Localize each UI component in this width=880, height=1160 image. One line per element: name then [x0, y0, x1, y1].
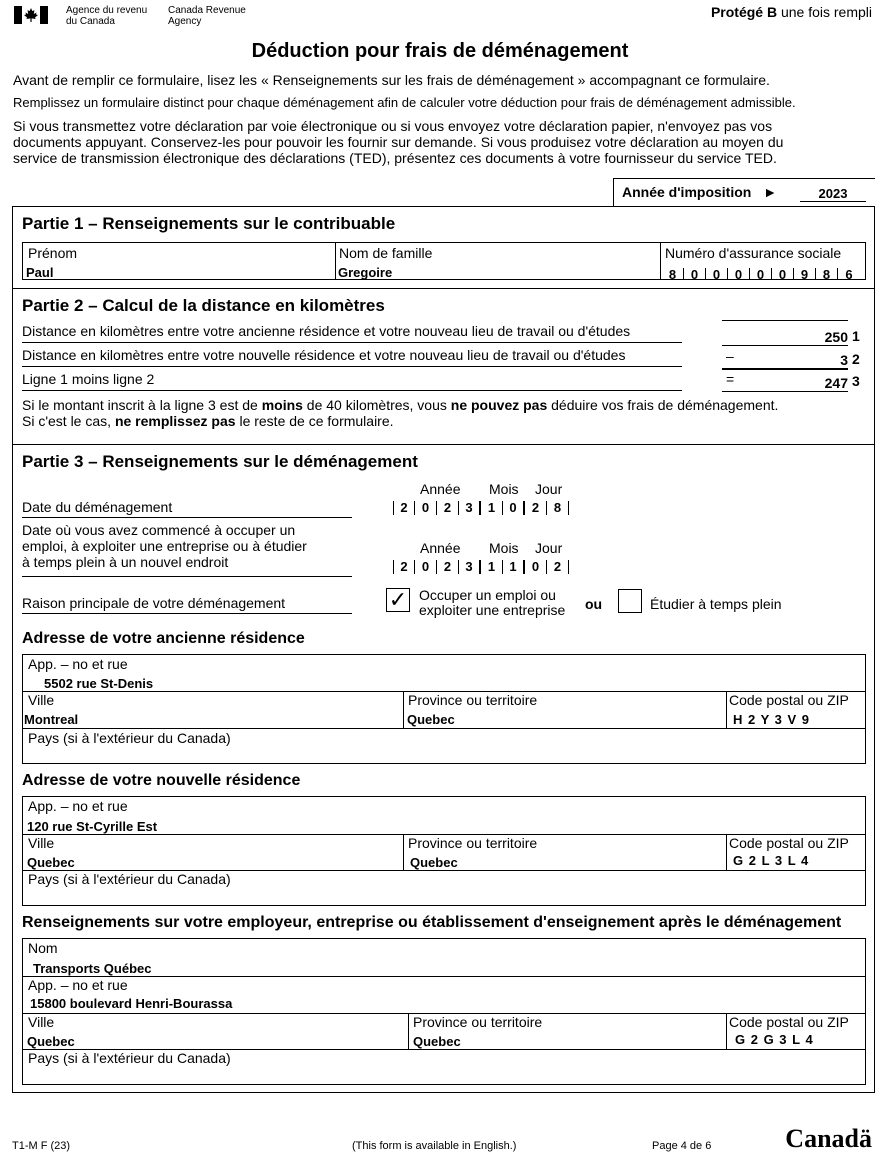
old-street-field[interactable]: 5502 rue St-Denis: [44, 676, 154, 691]
new-city-label: Ville: [28, 835, 55, 851]
intro-paragraph-3-line1: Si vous transmettez votre déclaration par voie électronique ou si vous envoyez votre déclaration papier, n'envoyez pas vos: [13, 118, 773, 134]
old-street-label: App. – no et rue: [28, 656, 128, 672]
start-date-label-line2: emploi, à exploiter une entreprise ou à étudier: [22, 538, 307, 554]
employer-city-field[interactable]: Quebec: [27, 1034, 75, 1049]
old-country-label: Pays (si à l'extérieur du Canada): [28, 730, 231, 746]
part2-note-bold: ne remplissez pas: [114, 413, 236, 429]
first-name-field[interactable]: Paul: [26, 265, 54, 280]
year-label: Année: [420, 540, 461, 556]
new-country-label: Pays (si à l'extérieur du Canada): [28, 871, 231, 887]
employer-name-field[interactable]: Transports Québec: [33, 961, 152, 976]
part2-note-text: le reste de ce formulaire.: [235, 413, 394, 429]
part2-note: [22, 397, 778, 429]
line2-operator: –: [726, 348, 734, 364]
part2-note-text: Si c'est le cas,: [22, 413, 115, 429]
protected-status: [711, 4, 872, 20]
employer-postal-field[interactable]: G 2 G 3 L 4: [735, 1032, 814, 1047]
reason-or: ou: [585, 596, 603, 612]
start-date-digit: 0: [415, 560, 437, 574]
line1-number: 1: [852, 328, 860, 344]
new-city-field[interactable]: Quebec: [27, 855, 75, 870]
employer-postal-label: Code postal ou ZIP: [729, 1014, 849, 1030]
part3-title: Partie 3 – Renseignements sur le déménagement: [22, 452, 418, 471]
employer-title: Renseignements sur votre employeur, entreprise ou établissement d'enseignement après le déménagement: [22, 914, 842, 931]
reason-employment-label-line2: exploiter une entreprise: [419, 602, 566, 618]
new-postal-label: Code postal ou ZIP: [729, 835, 849, 851]
form-id: T1-M F (23): [12, 1140, 71, 1152]
new-street-field[interactable]: 120 rue St-Cyrille Est: [27, 819, 158, 834]
start-date-digit: 1: [481, 560, 503, 574]
reason-study-label: Étudier à temps plein: [650, 596, 782, 612]
employer-street-field[interactable]: 15800 boulevard Henri-Bourassa: [30, 996, 233, 1011]
part2-title: Partie 2 – Calcul de la distance en kilomètres: [22, 296, 385, 315]
start-date-label: [22, 522, 307, 570]
intro-paragraph-3-line3: service de transmission électronique des déclarations (TED), présentez ces documents à votre fournisseur du service TED.: [13, 150, 777, 166]
line2-number: 2: [852, 351, 860, 367]
new-province-field[interactable]: Quebec: [410, 855, 458, 870]
tax-year-input[interactable]: 2023: [800, 186, 866, 202]
reason-study-checkbox[interactable]: [618, 589, 642, 613]
sin-digit: 9: [794, 268, 816, 280]
reason-label: Raison principale de votre déménagement: [22, 595, 286, 611]
line3-label: Ligne 1 moins ligne 2: [22, 371, 155, 387]
intro-paragraph-1: Avant de remplir ce formulaire, lisez les « Renseignements sur les frais de déménagement » accompagnant ce formulaire.: [13, 72, 770, 88]
agency-name-fr: [66, 5, 147, 27]
tax-year-label: [622, 184, 777, 200]
day-label: Jour: [535, 540, 563, 556]
sin-digit: 0: [728, 268, 750, 280]
move-date-field[interactable]: [393, 501, 569, 515]
start-date-digit: 0: [525, 560, 547, 574]
canada-flag-icon: [14, 6, 48, 24]
employer-street-label: App. – no et rue: [28, 977, 128, 993]
year-label: Année: [420, 481, 461, 497]
new-address-title: Adresse de votre nouvelle résidence: [22, 772, 301, 789]
reason-employment-label-line1: Occuper un emploi ou: [419, 587, 556, 603]
old-province-label: Province ou territoire: [408, 692, 538, 708]
part2-note-text: Si le montant inscrit à la ligne 3 est de: [22, 397, 262, 413]
new-street-label: App. – no et rue: [28, 798, 128, 814]
protected-status-rest: une fois rempli: [777, 4, 872, 20]
old-province-field[interactable]: Quebec: [407, 712, 455, 727]
line1-label: Distance en kilomètres entre votre ancienne résidence et votre nouveau lieu de travail ou d'études: [22, 323, 631, 339]
sin-digit: 0: [772, 268, 794, 280]
start-date-digit: 2: [437, 560, 459, 574]
employer-country-label: Pays (si à l'extérieur du Canada): [28, 1050, 231, 1066]
sin-digit: 8: [816, 268, 838, 280]
move-date-digit: 1: [481, 501, 503, 515]
agency-fr-line1: Agence du revenu: [66, 5, 148, 16]
part1-title: Partie 1 – Renseignements sur le contribuable: [22, 214, 396, 233]
start-date-digit: 2: [547, 560, 569, 574]
start-date-digit: 3: [459, 560, 481, 574]
employer-city-label: Ville: [28, 1014, 55, 1030]
move-date-digit: 3: [459, 501, 481, 515]
move-date-digit: 0: [415, 501, 437, 515]
sin-digit: 6: [845, 267, 853, 282]
month-label: Mois: [489, 540, 519, 556]
agency-fr-line2: du Canada: [66, 16, 115, 27]
start-date-field[interactable]: [393, 560, 569, 574]
agency-name-en: [168, 5, 246, 27]
sin-digit: 0: [684, 268, 706, 280]
start-date-digit: 2: [393, 560, 415, 574]
page-number: Page 4 de 6: [652, 1140, 712, 1152]
part2-note-bold: moins: [261, 397, 303, 413]
intro-paragraph-3-line2: documents appuyant. Conservez-les pour pouvoir les fournir sur demande. Si vous produisez votre déclaration au moyen du: [13, 134, 784, 150]
old-postal-field[interactable]: H 2 Y 3 V 9: [733, 712, 811, 727]
sin-field[interactable]: [662, 264, 860, 280]
page-title: Déduction pour frais de déménagement: [251, 40, 629, 62]
employer-province-field[interactable]: Quebec: [413, 1034, 461, 1049]
first-name-label: Prénom: [28, 245, 78, 261]
part2-note-text: déduire vos frais de déménagement.: [547, 397, 779, 413]
sin-digit: 0: [750, 268, 772, 280]
start-date-label-line1: Date où vous avez commencé à occuper un: [22, 522, 296, 538]
last-name-field[interactable]: Gregoire: [338, 265, 393, 280]
day-label: Jour: [535, 481, 563, 497]
intro-paragraph-2: Remplissez un formulaire distinct pour chaque déménagement afin de calculer votre déduction pour frais de déménagement admissible.: [13, 95, 796, 110]
agency-en-line2: Agency: [168, 16, 202, 27]
start-date-digit: 1: [503, 560, 525, 574]
old-address-title: Adresse de votre ancienne résidence: [22, 630, 305, 647]
employer-name-label: Nom: [28, 940, 58, 956]
line3-number: 3: [852, 373, 860, 389]
move-date-digit: 2: [525, 501, 547, 515]
last-name-label: Nom de famille: [339, 245, 433, 261]
part2-note-text: de 40 kilomètres, vous: [302, 397, 451, 413]
sin-digit: 8: [662, 268, 684, 280]
sin-digit: 0: [706, 268, 728, 280]
english-note: (This form is available in English.): [352, 1140, 517, 1152]
arrow-right-icon: ►: [763, 184, 778, 200]
reason-employment-label: [419, 588, 565, 618]
part2-note-bold: ne pouvez pas: [450, 397, 548, 413]
employer-province-label: Province ou territoire: [413, 1014, 543, 1030]
old-city-field[interactable]: Montreal: [24, 712, 79, 727]
canada-wordmark: Canadä: [785, 1124, 872, 1153]
line3-value[interactable]: 247: [824, 375, 848, 391]
reason-employment-checkbox[interactable]: ✓: [386, 588, 410, 612]
old-city-label: Ville: [28, 692, 55, 708]
move-date-label: Date du déménagement: [22, 499, 173, 515]
line3-operator: =: [726, 371, 735, 387]
new-address-table: [22, 796, 866, 906]
tax-year-label-text: Année d'imposition: [622, 184, 752, 200]
sin-label: Numéro d'assurance sociale: [665, 245, 842, 261]
intro-paragraph-3: [13, 118, 783, 166]
move-date-digit: 8: [547, 501, 569, 515]
move-date-digit: 2: [437, 501, 459, 515]
protected-status-bold: Protégé B: [710, 4, 778, 20]
new-province-label: Province ou territoire: [408, 835, 538, 851]
old-address-table: [22, 654, 866, 764]
month-label: Mois: [489, 481, 519, 497]
line1-value[interactable]: 250: [824, 329, 848, 345]
new-postal-field[interactable]: G 2 L 3 L 4: [733, 853, 810, 868]
old-postal-label: Code postal ou ZIP: [729, 692, 849, 708]
line2-value[interactable]: 3: [840, 352, 848, 368]
start-date-label-line3: à temps plein à un nouvel endroit: [22, 554, 229, 570]
move-date-digit: 0: [503, 501, 525, 515]
line2-label: Distance en kilomètres entre votre nouvelle résidence et votre nouveau lieu de travail ou d'études: [22, 347, 626, 363]
agency-en-line1: Canada Revenue: [168, 5, 246, 16]
move-date-digit: 2: [393, 501, 415, 515]
